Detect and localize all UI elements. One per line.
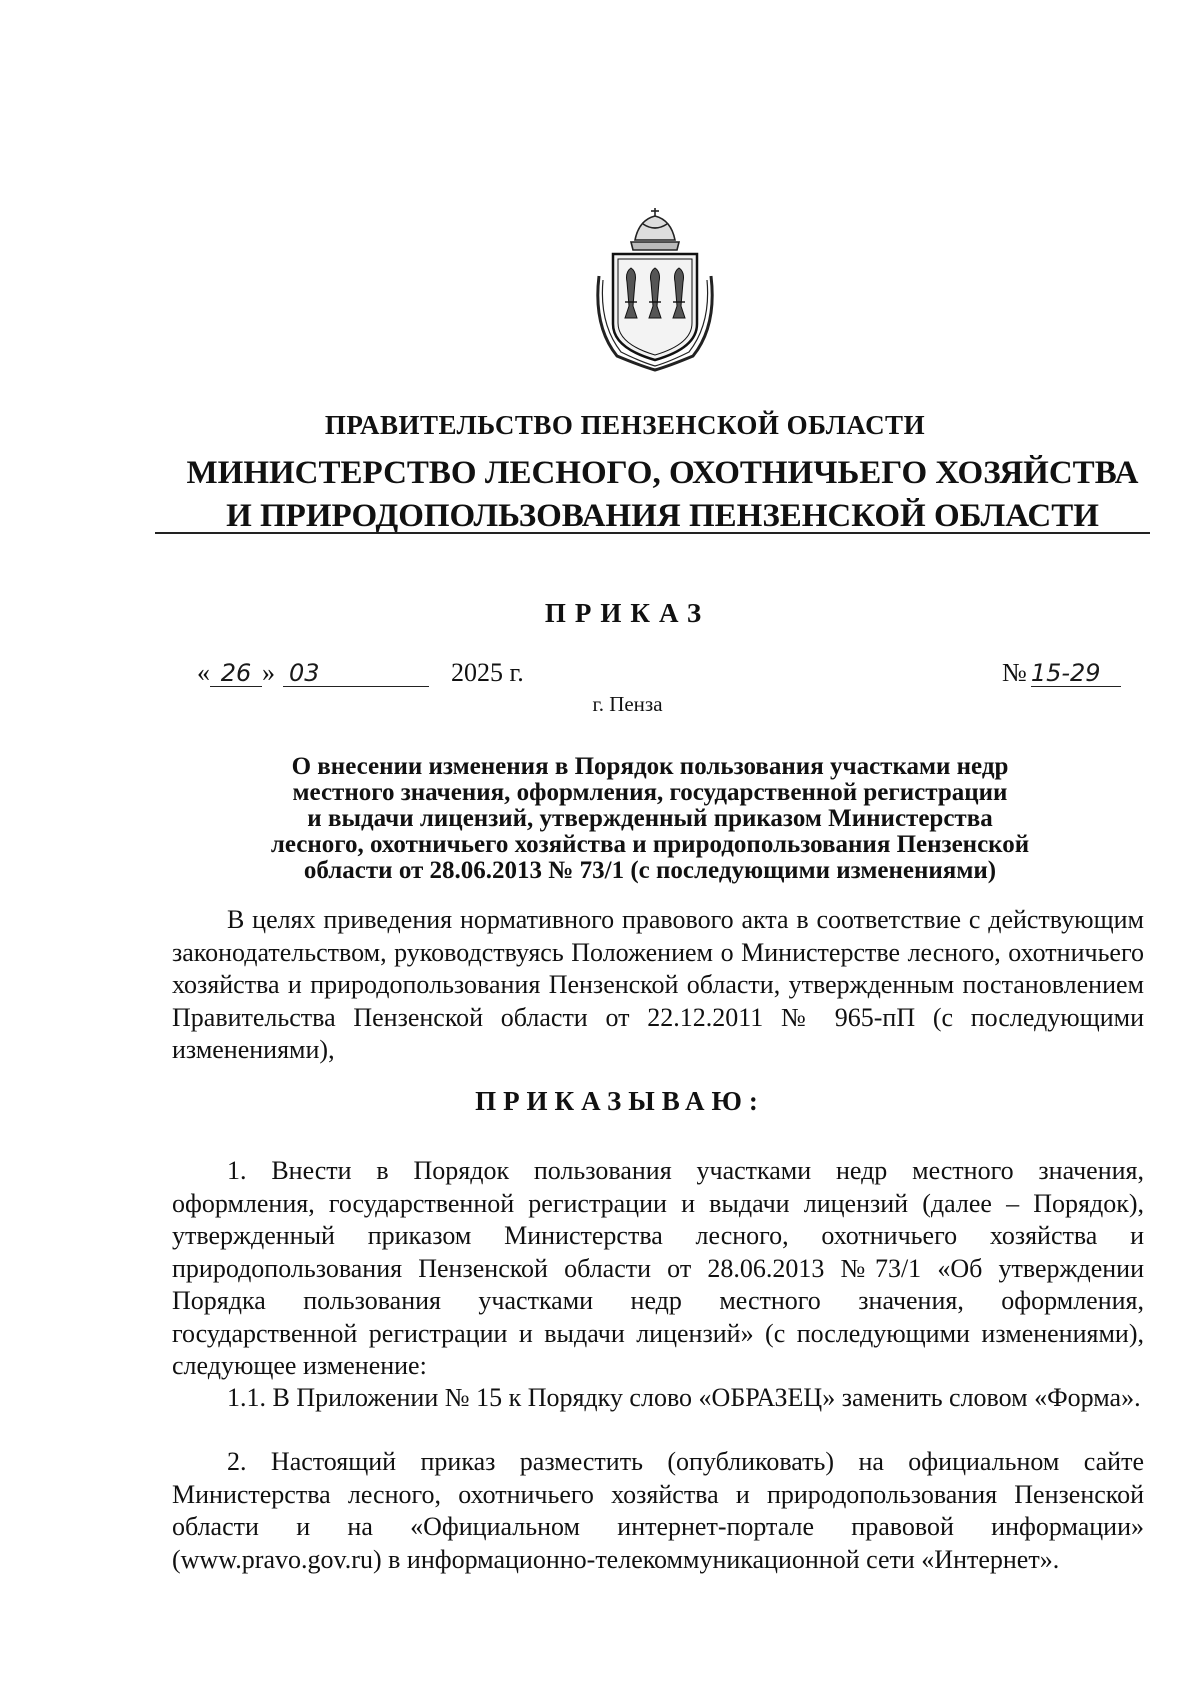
order-date [197,658,524,688]
item-1-paragraph [172,1155,1144,1383]
subject-line: местного значения, оформления, государственной регистрации [292,779,1008,806]
subject-line: и выдачи лицензий, утвержденный приказом Министерства [307,805,993,832]
subject-line: О внесении изменения в Порядок пользования участками недр [291,753,1009,780]
subject-line: области от 28.06.2013 № 73/1 (с последующими изменениями) [303,857,997,884]
header-divider [155,532,1150,534]
government-name: ПРАВИТЕЛЬСТВО ПЕНЗЕНСКОЙ ОБЛАСТИ [324,410,926,440]
order-title: ПРИКАЗ [544,598,711,628]
item-2-paragraph [172,1446,1144,1576]
preamble-paragraph [172,904,1144,1067]
ministry-name-line2: И ПРИРОДОПОЛЬЗОВАНИЯ ПЕНЗЕНСКОЙ ОБЛАСТИ [226,498,1099,534]
item-1-1-paragraph [172,1382,1144,1415]
number-label: № [1002,658,1027,687]
subject-line: лесного, охотничьего хозяйства и природопользования Пензенской [270,831,1030,858]
ministry-name-line1: МИНИСТЕРСТВО ЛЕСНОГО, ОХОТНИЧЬЕГО ХОЗЯЙСТВА [186,455,1139,491]
order-subject [200,754,1100,884]
ministry-name [150,452,1150,538]
coat-of-arms-icon [591,206,719,372]
order-year: 2025 г. [451,658,524,687]
preamble-text: В целях приведения нормативного правового акта в соответствие с действующим законодательством, руководствуясь Положением о Министерстве лесного, охотничьего хозяйства и природопользования Пензенской области, утвержденным постановлением Правительства Пензенской области от 22.12.2011 № 965-пП (с последующими изменениями), [172,905,1144,1064]
item-1-1-text: 1.1. В Приложении № 15 к Порядку слово «ОБРАЗЕЦ» заменить словом «Форма». [227,1383,1141,1412]
order-city: г. Пенза [592,692,663,716]
quote-close: » [262,658,275,687]
order-month: 03 [283,660,429,687]
item-1-text: 1. Внести в Порядок пользования участками недр местного значения, оформления, государственной регистрации и выдачи лицензий (далее – Порядок), утвержденный приказом Министерства лесного, охотничьего хозяйства и природопользования Пензенской области от 28.06.2013 №73/1 «Об утверждении Порядка пользования участками недр местного значения, оформления, государственной регистрации и выдачи лицензий» (с последующими изменениями), следующее изменение: [172,1156,1144,1380]
quote-open: « [197,658,210,687]
item-2-text: 2. Настоящий приказ разместить (опубликовать) на официальном сайте Министерства лесного, охотничьего хозяйства и природопользования Пензенской области и на «Официальном интернет-портале правовой информации» (www.pravo.gov.ru) в информационно-телекоммуникационной сети «Интернет». [172,1447,1144,1574]
order-number [1002,658,1121,688]
decree-heading: ПРИКАЗЫВАЮ: [475,1086,765,1116]
order-number-value: 15-29 [1031,660,1121,687]
order-day: 26 [210,660,262,687]
